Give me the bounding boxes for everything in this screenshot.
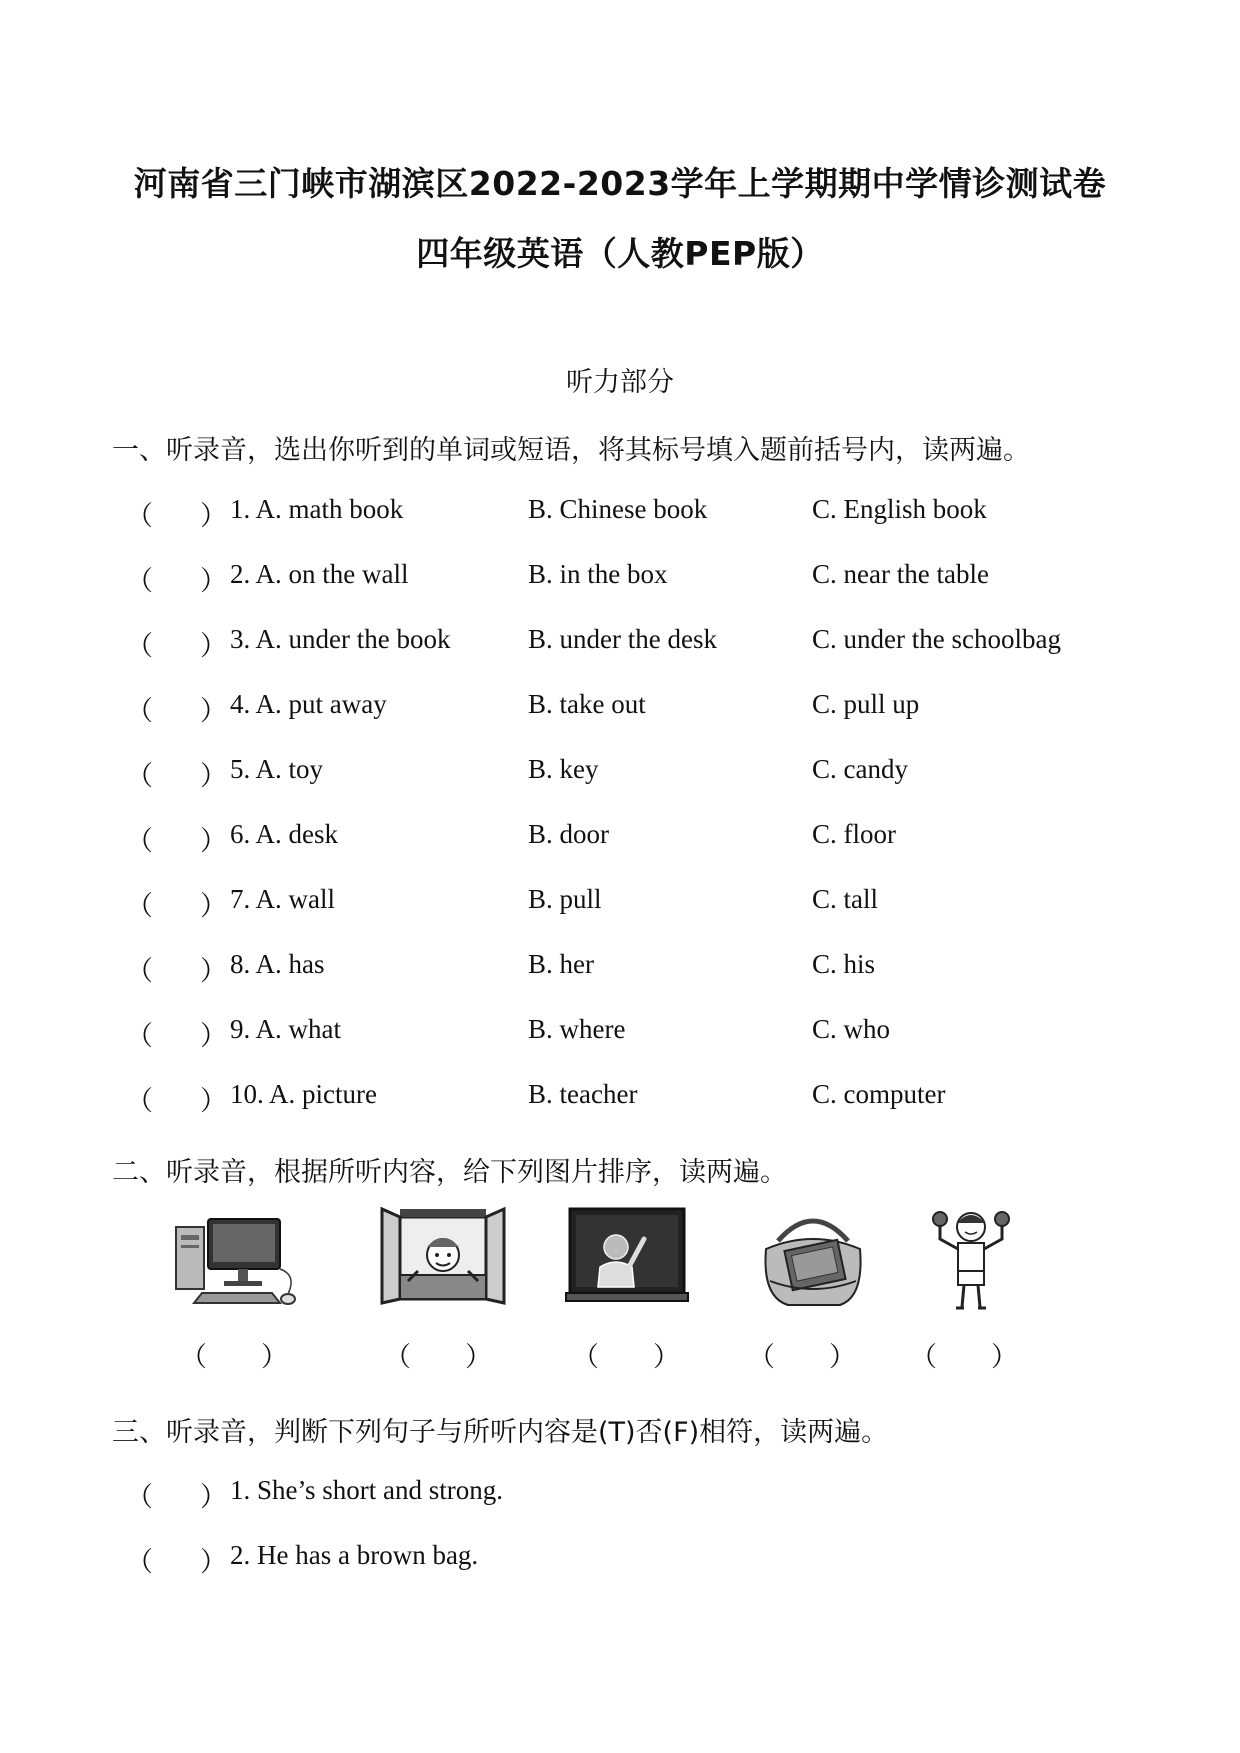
picture-answer-paren: （ ） [384, 1342, 492, 1372]
question-row [0, 689, 1240, 729]
section-title-listening: 听力部分 [566, 367, 674, 398]
option-c: C. computer [812, 1079, 946, 1109]
schoolbag-icon [748, 1205, 878, 1315]
option-b: B. teacher [528, 1079, 638, 1109]
close-paren: ） [200, 1086, 227, 1116]
option-b: B. in the box [528, 559, 668, 589]
open-paren: （ [126, 566, 153, 596]
close-paren: ） [200, 826, 227, 856]
open-paren: （ [126, 696, 153, 726]
close-paren: ） [200, 1021, 227, 1051]
close-paren: ） [200, 631, 227, 661]
option-c: C. pull up [812, 689, 920, 719]
option-b: B. Chinese book [528, 494, 708, 524]
open-paren: （ [126, 761, 153, 791]
open-paren: （ [126, 501, 153, 531]
option-c: C. English book [812, 494, 987, 524]
option-a: 7. A. wall [230, 884, 335, 914]
option-a: 4. A. put away [230, 689, 387, 719]
picture-answer-paren: （ ） [910, 1342, 1018, 1372]
question-row [0, 1014, 1240, 1054]
option-b: B. key [528, 754, 599, 784]
option-c: C. near the table [812, 559, 989, 589]
question-row [0, 754, 1240, 794]
close-paren: ） [200, 891, 227, 921]
option-a: 8. A. has [230, 949, 325, 979]
option-a: 5. A. toy [230, 754, 324, 784]
true-false-row [0, 1475, 1240, 1515]
picture-answer-paren: （ ） [748, 1342, 856, 1372]
blackboard-icon [562, 1205, 692, 1315]
question-row [0, 494, 1240, 534]
option-a: 10. A. picture [230, 1079, 377, 1109]
option-b: B. under the desk [528, 624, 717, 654]
option-c: C. under the schoolbag [812, 624, 1061, 654]
option-a: 1. A. math book [230, 494, 404, 524]
option-b: B. where [528, 1014, 626, 1044]
part1-heading: 一、听录音，选出你听到的单词或短语，将其标号填入题前括号内，读两遍。 [112, 435, 1030, 466]
open-paren: （ [126, 891, 153, 921]
close-paren: ） [200, 696, 227, 726]
close-paren: ） [200, 1482, 227, 1512]
open-paren: （ [126, 1086, 153, 1116]
close-paren: ） [200, 956, 227, 986]
option-a: 2. A. on the wall [230, 559, 409, 589]
part3-heading: 三、听录音，判断下列句子与所听内容是(T)否(F)相符，读两遍。 [112, 1417, 889, 1448]
option-c: C. tall [812, 884, 878, 914]
option-b: B. pull [528, 884, 602, 914]
exam-title: 河南省三门峡市湖滨区2022-2023学年上学期期中学情诊测试卷 [133, 164, 1107, 203]
close-paren: ） [200, 566, 227, 596]
true-false-row [0, 1540, 1240, 1580]
exam-subtitle: 四年级英语（人教PEP版） [416, 234, 824, 273]
question-row [0, 1079, 1240, 1119]
option-a: 9. A. what [230, 1014, 341, 1044]
window-icon [378, 1205, 508, 1315]
open-paren: （ [126, 631, 153, 661]
close-paren: ） [200, 1547, 227, 1577]
sentence-text: 2. He has a brown bag. [230, 1540, 479, 1570]
close-paren: ） [200, 501, 227, 531]
option-b: B. take out [528, 689, 646, 719]
part2-heading: 二、听录音，根据所听内容，给下列图片排序，读两遍。 [112, 1157, 787, 1188]
option-c: C. who [812, 1014, 891, 1044]
close-paren: ） [200, 761, 227, 791]
picture-answer-paren: （ ） [572, 1342, 680, 1372]
option-a: 3. A. under the book [230, 624, 451, 654]
open-paren: （ [126, 1547, 153, 1577]
question-row [0, 949, 1240, 989]
option-c: C. floor [812, 819, 896, 849]
open-paren: （ [126, 826, 153, 856]
sentence-text: 1. She’s short and strong. [230, 1475, 503, 1505]
question-row [0, 819, 1240, 859]
option-c: C. his [812, 949, 876, 979]
computer-icon [172, 1205, 302, 1315]
picture-row [0, 1205, 1240, 1315]
option-b: B. door [528, 819, 609, 849]
question-row [0, 884, 1240, 924]
open-paren: （ [126, 1482, 153, 1512]
boy-icon [906, 1205, 1036, 1315]
picture-answer-paren: （ ） [180, 1342, 288, 1372]
option-b: B. her [528, 949, 594, 979]
question-row [0, 559, 1240, 599]
open-paren: （ [126, 956, 153, 986]
option-c: C. candy [812, 754, 908, 784]
option-a: 6. A. desk [230, 819, 338, 849]
open-paren: （ [126, 1021, 153, 1051]
question-row [0, 624, 1240, 664]
